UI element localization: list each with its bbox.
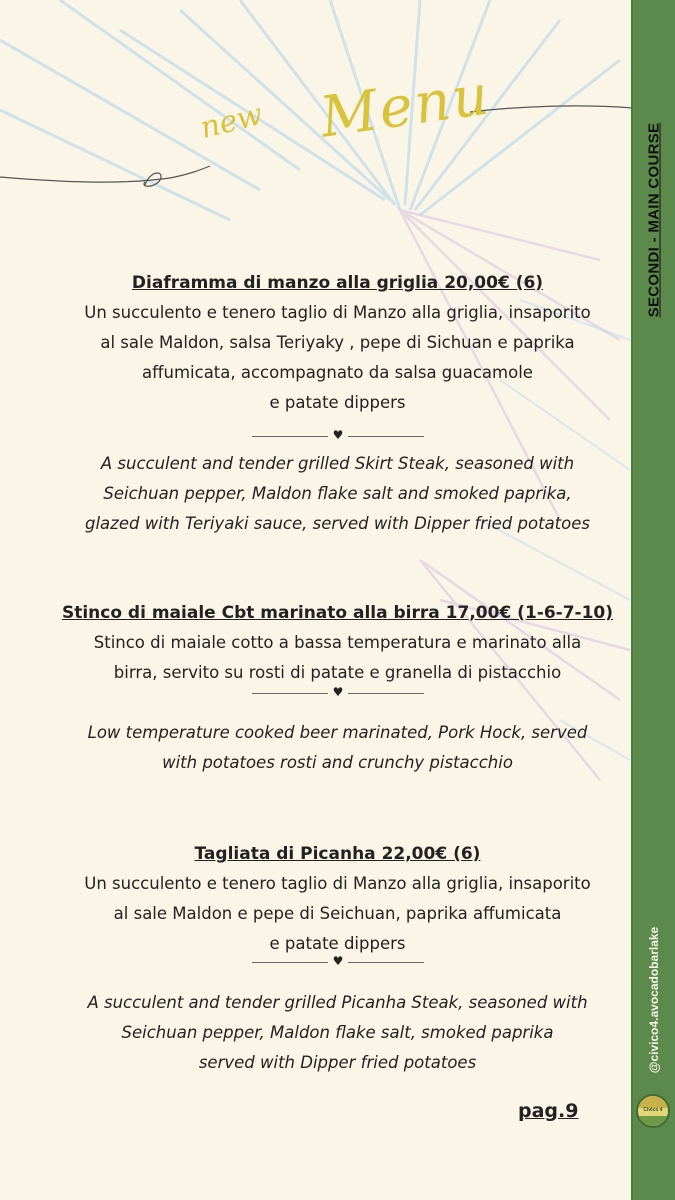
section-divider <box>252 430 424 444</box>
sidebar <box>631 0 675 1200</box>
heart-icon: ♥ <box>332 685 344 699</box>
logo-text: Civico 4 <box>643 1107 663 1113</box>
description-italian-line: Un succulento e tenero taglio di Manzo alla griglia, insaporito <box>84 874 591 893</box>
dish-title: Diaframma di manzo alla griglia 20,00€ (6) <box>131 273 544 293</box>
description-english-line: Low temperature cooked beer marinated, Pork Hock, served <box>87 723 588 742</box>
description-italian-line: birra, servito su rosti di patate e granella di pistacchio <box>113 663 562 682</box>
dish-title: Stinco di maiale Cbt marinato alla birra 17,00€ (1-6-7-10) <box>61 603 614 623</box>
description-english-line: glazed with Teriyaki sauce, served with Dipper fried potatoes <box>85 514 590 533</box>
description-english-line: served with Dipper fried potatoes <box>198 1053 477 1072</box>
section-title: SECONDI - MAIN COURSE <box>645 122 663 318</box>
menu-item-1-english <box>0 449 675 539</box>
description-italian-line: Stinco di maiale cotto a bassa temperatura e marinato alla <box>93 633 582 652</box>
instagram-handle[interactable]: @civico4.avocadobarlake <box>647 926 661 1074</box>
description-italian-line: Un succulento e tenero taglio di Manzo alla griglia, insaporito <box>84 303 591 322</box>
description-italian-line: e patate dippers <box>269 934 406 953</box>
section-divider <box>252 687 424 701</box>
description-italian-line: al sale Maldon e pepe di Seichuan, paprika affumicata <box>113 904 562 923</box>
description-english-line: Seichuan pepper, Maldon flake salt, smoked paprika <box>121 1023 554 1042</box>
header-word-new: new <box>196 96 267 147</box>
menu-item-3 <box>0 843 675 959</box>
heart-icon: ♥ <box>332 954 344 968</box>
description-italian-line: affumicata, accompagnato da salsa guacamole <box>142 363 533 382</box>
description-english-line: with potatoes rosti and crunchy pistacchio <box>162 753 513 772</box>
description-italian-line: e patate dippers <box>269 393 406 412</box>
description-italian-line: al sale Maldon, salsa Teriyaky , pepe di Sichuan e paprika <box>100 333 575 352</box>
description-english-line: Seichuan pepper, Maldon flake salt and smoked paprika, <box>103 484 572 503</box>
restaurant-logo <box>636 1094 670 1128</box>
menu-item-2 <box>0 602 675 688</box>
heart-icon: ♥ <box>332 428 344 442</box>
description-english-line: A succulent and tender grilled Skirt Steak, seasoned with <box>100 454 575 473</box>
section-divider <box>252 956 424 970</box>
dish-title: Tagliata di Picanha 22,00€ (6) <box>194 844 481 864</box>
menu-item-3-english <box>0 988 675 1078</box>
menu-item-2-english <box>0 718 675 778</box>
description-english-line: A succulent and tender grilled Picanha Steak, seasoned with <box>87 993 588 1012</box>
menu-item-1 <box>0 272 675 418</box>
page-number: pag.9 <box>518 1100 579 1122</box>
header-word-menu: Menu <box>316 62 495 151</box>
